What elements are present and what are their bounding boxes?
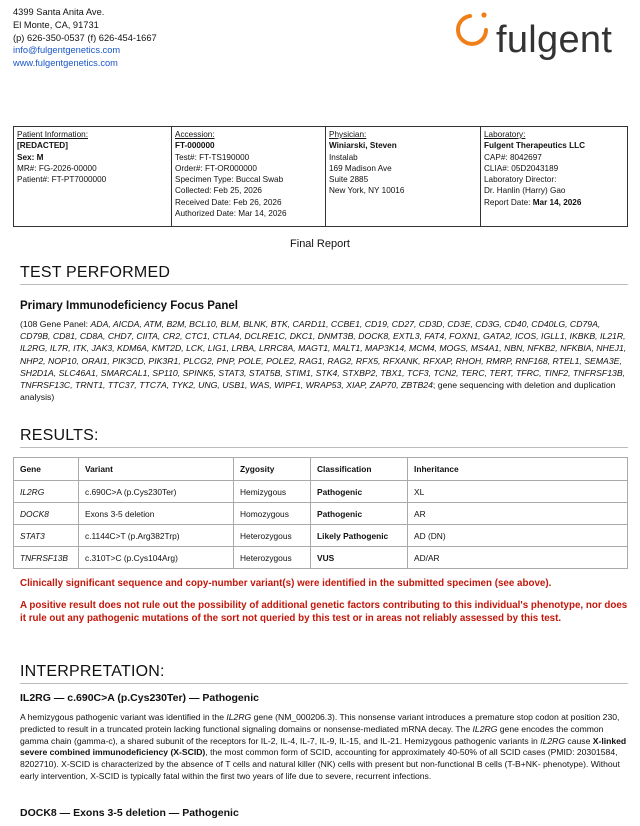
physician-column xyxy=(326,127,481,227)
text-fragment: gene encodes the common gamma chain (gamma-c), a shared subunit of the receptors for IL-2, IL-4, IL-7, IL-9, IL-15, and IL-21. Hemizygous pathogenic variants in xyxy=(20,723,604,746)
test-performed-heading: TEST PERFORMED xyxy=(20,264,171,281)
results-table xyxy=(13,457,628,569)
accession-id: FT-000000 xyxy=(175,141,215,151)
report-date-value: Mar 14, 2026 xyxy=(532,197,582,207)
patient-header: Patient Information: xyxy=(17,130,88,139)
cell-inheritance: XL xyxy=(408,481,628,503)
address-street: 4399 Santa Anita Ave. xyxy=(13,7,105,17)
col-variant: Variant xyxy=(79,458,234,481)
cell-variant: Exons 3-5 deletion xyxy=(79,503,234,525)
logo-text: fulgent xyxy=(496,19,613,61)
cell-inheritance: AD (DN) xyxy=(408,525,628,547)
test-number: Test#: FT-TS190000 xyxy=(175,152,250,162)
cell-inheritance: AR xyxy=(408,503,628,525)
cell-zygosity: Heterozygous xyxy=(234,547,311,569)
cell-variant: c.690C>A (p.Cys230Ter) xyxy=(79,481,234,503)
table-row xyxy=(14,503,628,525)
section-divider xyxy=(20,284,628,285)
col-classification: Classification xyxy=(311,458,408,481)
address-city: El Monte, CA, 91731 xyxy=(13,19,99,30)
patient-name: [REDACTED] xyxy=(17,141,68,151)
patient-number: Patient#: FT-PT7000000 xyxy=(17,175,107,185)
section-divider xyxy=(20,683,628,684)
report-date xyxy=(484,197,624,208)
gene-name: IL2RG xyxy=(540,735,566,746)
laboratory-column xyxy=(481,127,628,227)
alert-significant-variants: Clinically significant sequence and copy-number variant(s) were identified in the submitted specimen (see above). xyxy=(20,578,552,589)
website-link[interactable]: www.fulgentgenetics.com xyxy=(13,58,118,69)
text-fragment: , the most common form of SCID, accounting for approximately 40-50% of all SCID cases (PMID: 20301584, 8202710). X-SCID is characterized by the absence of T cells and natural killer (NK) cells with present but non-functional B cells (T-B+NK- phenotype). Without early intervention, X-SCID is typically fatal within the first two years of life due to severe, recurrent infections. xyxy=(20,747,620,781)
cell-zygosity: Hemizygous xyxy=(234,481,311,503)
gene-names: ADA, AICDA, ATM, B2M, BCL10, BLM, BLNK, BTK, CARD11, CCBE1, CD19, CD27, CD3D, CD3E, CD3G, CD40, CD40LG, CD79A, CD79B, CD81, CD8A, CHD7, CIITA, CR2, CTC1, CTLA4, DCLRE1C, DKC1, DNMT3B, DOCK8, EXTL3, FAT4, FOXN1, GATA2, ICOS, IGLL1, IKBKB, IL21R, IL2RG, IL7R, ITK, JAK3, KDM6A, KMT2D, LCK, LIG1, LRBA, LRRC8A, MAGT1, MALT1, MAP3K14, MCM4, MOGS, MS4A1, NBN, NFKB2, NFKBIA, NHEJ1, NHP2, NOP10, ORAI1, PIK3CD, PIK3R1, PLCG2, PNP, POLE, POLE2, RAG1, RAG2, RFX5, RFXANK, RFXAP, RHOH, RMRP, RNF168, RTEL1, SEMA3E, SH2D1A, SLC46A1, SMARCAL1, SP110, SPINK5, STAT3, STAT5B, STIM1, STK4, STXBP2, TBX1, TCF3, TCN2, TERC, TERT, TFRC, TINF2, TNFRSF13B, TNFRSF13C, TRNT1, TTC37, TTC7A, TYK2, UNG, USB1, WAS, WIPF1, WRAP53, XIAP, ZAP70, ZBTB24 xyxy=(20,319,627,391)
patient-mr: MR#: FG-2026-00000 xyxy=(17,163,97,173)
patient-column xyxy=(14,127,172,227)
gene-list xyxy=(20,318,628,403)
col-zygosity: Zygosity xyxy=(234,458,311,481)
cell-classification: Likely Pathogenic xyxy=(311,525,408,547)
director-label: Laboratory Director: xyxy=(484,175,557,185)
gene-outro: ; gene sequencing with deletion and duplication analysis) xyxy=(20,380,616,403)
lab-address xyxy=(13,6,157,70)
cell-classification: Pathogenic xyxy=(311,481,408,503)
col-gene: Gene xyxy=(14,458,79,481)
order-number: Order#: FT-OR000000 xyxy=(175,163,257,173)
laboratory-header: Laboratory: xyxy=(484,130,526,139)
cell-variant: c.310T>C (p.Cys104Arg) xyxy=(79,547,234,569)
cell-zygosity: Homozygous xyxy=(234,503,311,525)
cell-zygosity: Heterozygous xyxy=(234,525,311,547)
physician-address2: Suite 2885 xyxy=(329,175,369,185)
interpretation-item1-title: IL2RG — c.690C>A (p.Cys230Ter) — Pathogenic xyxy=(20,692,259,704)
collected-date: Collected: Feb 25, 2026 xyxy=(175,186,262,196)
results-header-row xyxy=(14,458,628,481)
text-fragment: A hemizygous pathogenic variant was identified in the xyxy=(20,712,227,722)
clia-number: CLIA#: 05D2043189 xyxy=(484,163,559,173)
table-row xyxy=(14,525,628,547)
laboratory-name: Fulgent Therapeutics LLC xyxy=(484,141,585,151)
specimen-type: Specimen Type: Buccal Swab xyxy=(175,175,284,185)
text-fragment: cause xyxy=(565,735,593,746)
cell-gene: IL2RG xyxy=(14,481,79,503)
disease-name: X-linked severe combined immunodeficiency (X-SCID) xyxy=(20,735,627,758)
patient-sex: Sex: M xyxy=(17,152,44,162)
director-name: Dr. Hanlin (Harry) Gao xyxy=(484,186,566,196)
cell-gene: DOCK8 xyxy=(14,503,79,525)
patient-info-table xyxy=(13,126,628,227)
results-heading: RESULTS: xyxy=(20,427,99,444)
cell-classification: Pathogenic xyxy=(311,503,408,525)
physician-address1: 169 Madison Ave xyxy=(329,163,392,173)
col-inheritance: Inheritance xyxy=(408,458,628,481)
section-divider xyxy=(20,447,628,448)
physician-city: New York, NY 10016 xyxy=(329,186,405,196)
text-fragment: gene (NM_000206.3). This nonsense variant introduces a premature stop codon at position 230, predicted to result in a truncated protein lacking functional signaling domains or nonsense-mediated mRNA decay. The xyxy=(20,712,620,734)
cell-gene: STAT3 xyxy=(14,525,79,547)
accession-column xyxy=(172,127,326,227)
gene-name: IL2RG xyxy=(472,723,498,734)
cell-inheritance: AD/AR xyxy=(408,547,628,569)
physician-org: Instalab xyxy=(329,152,358,162)
interpretation-item1-body xyxy=(20,712,628,783)
address-phone: (p) 626-350-0537 (f) 626-454-1667 xyxy=(13,32,157,43)
interpretation-item2-title: DOCK8 — Exons 3-5 deletion — Pathogenic xyxy=(20,807,239,819)
gene-intro: (108 Gene Panel: xyxy=(20,319,91,329)
cell-gene: TNFRSF13B xyxy=(14,547,79,569)
cell-classification: VUS xyxy=(311,547,408,569)
authorized-date: Authorized Date: Mar 14, 2026 xyxy=(175,209,287,219)
cap-number: CAP#: 8042697 xyxy=(484,152,542,162)
interpretation-heading: INTERPRETATION: xyxy=(20,663,165,680)
physician-header: Physician: xyxy=(329,130,367,139)
received-date: Received Date: Feb 26, 2026 xyxy=(175,197,282,207)
report-title: Final Report xyxy=(290,238,350,250)
table-row xyxy=(14,547,628,569)
accession-header: Accession: xyxy=(175,130,215,139)
alert-positive-result-disclaimer: A positive result does not rule out the possibility of additional genetic factors contributing to this individual's phenotype, nor does it rule out any pathogenic mutations of the sort not queried by this test or in areas not reliably assessed by this test. xyxy=(20,600,628,625)
table-row xyxy=(14,481,628,503)
physician-name: Winiarski, Steven xyxy=(329,141,397,151)
panel-name: Primary Immunodeficiency Focus Panel xyxy=(20,300,238,312)
email-link[interactable]: info@fulgentgenetics.com xyxy=(13,45,121,56)
cell-variant: c.1144C>T (p.Arg382Trp) xyxy=(79,525,234,547)
gene-name: IL2RG xyxy=(226,712,252,722)
report-date-label: Report Date: xyxy=(484,197,533,207)
